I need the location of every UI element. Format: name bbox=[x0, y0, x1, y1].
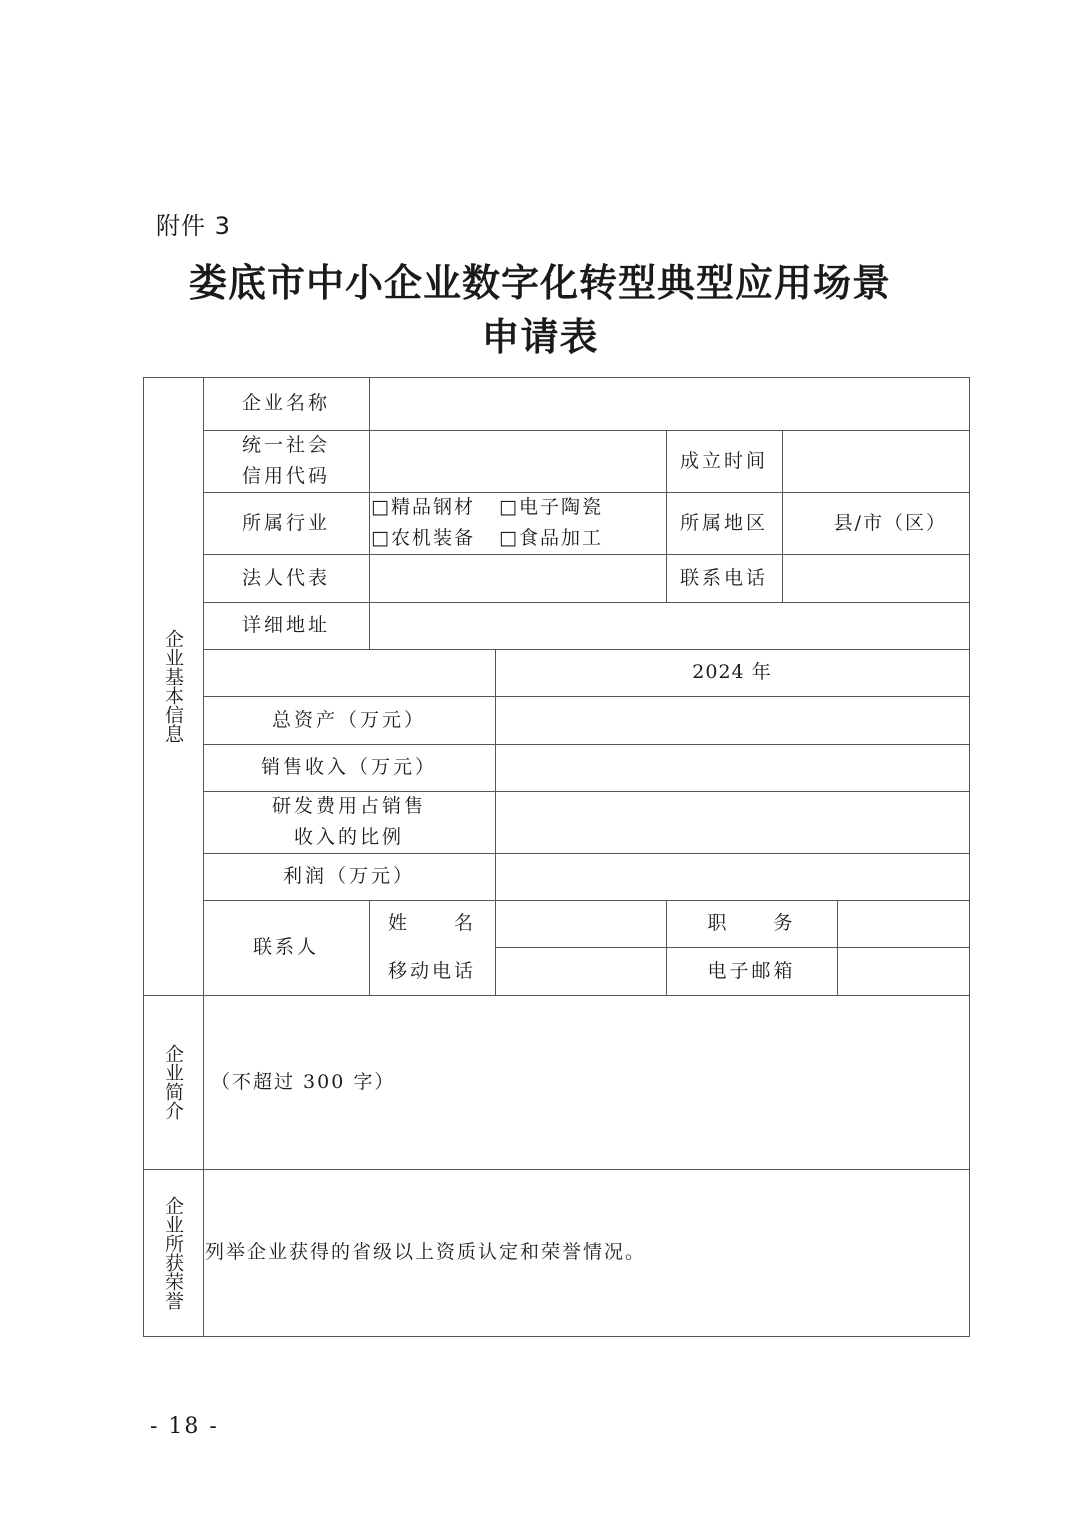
year-header: 2024 年 bbox=[692, 661, 772, 683]
honors-textarea[interactable] bbox=[203, 1169, 969, 1336]
section-basic-info: 企业基本信息 bbox=[162, 629, 184, 743]
page-number: - 18 - bbox=[150, 1414, 219, 1439]
industry-options bbox=[369, 492, 666, 554]
contact-mobile-label: 移动电话 bbox=[387, 959, 476, 982]
contact-name-label: 姓 名 bbox=[387, 912, 476, 934]
rd-ratio-input[interactable] bbox=[495, 791, 969, 853]
address-input[interactable] bbox=[369, 602, 969, 649]
legal-rep-input[interactable] bbox=[369, 554, 666, 602]
phone-label: 联系电话 bbox=[679, 566, 768, 589]
contact-title-label: 职 务 bbox=[707, 912, 796, 934]
section-intro: 企业简介 bbox=[162, 1044, 184, 1120]
contact-label: 联系人 bbox=[252, 936, 319, 958]
grid-line-horizontal bbox=[143, 1336, 970, 1337]
rd-ratio-label: 研发费用占销售 收入的比例 bbox=[271, 795, 426, 848]
grid-line-vertical bbox=[969, 377, 970, 1337]
section-honors: 企业所获荣誉 bbox=[162, 1195, 184, 1310]
established-label: 成立时间 bbox=[679, 449, 768, 472]
sales-revenue-input[interactable] bbox=[495, 744, 969, 791]
profit-label: 利润（万元） bbox=[282, 865, 415, 887]
contact-email-label: 电子邮箱 bbox=[707, 959, 796, 982]
total-assets-input[interactable] bbox=[495, 696, 969, 744]
industry-option-steel[interactable]: □精品钢材 bbox=[371, 496, 475, 518]
total-assets-label: 总资产（万元） bbox=[271, 708, 426, 731]
contact-mobile-input[interactable] bbox=[495, 947, 666, 995]
page-title: 娄底市中小企业数字化转型典型应用场景 bbox=[188, 260, 891, 305]
profit-input[interactable] bbox=[495, 853, 969, 900]
industry-option-ceramics[interactable]: □电子陶瓷 bbox=[499, 496, 603, 518]
established-input[interactable] bbox=[782, 430, 969, 492]
region-input[interactable]: 县/市（区） bbox=[833, 511, 947, 534]
contact-name-input[interactable] bbox=[495, 900, 666, 947]
sales-revenue-label: 销售收入（万元） bbox=[260, 756, 437, 778]
address-label: 详细地址 bbox=[241, 614, 330, 636]
honors-placeholder: 列举企业获得的省级以上资质认定和荣誉情况。 bbox=[205, 1241, 647, 1263]
attachment-label: 附件 3 bbox=[156, 212, 231, 240]
credit-code-label: 统一社会 信用代码 bbox=[241, 434, 330, 487]
company-name-label: 企业名称 bbox=[241, 392, 330, 414]
region-label: 所属地区 bbox=[679, 511, 768, 534]
industry-label: 所属行业 bbox=[241, 511, 330, 534]
page-subtitle: 申请表 bbox=[481, 314, 599, 359]
intro-textarea[interactable] bbox=[203, 995, 969, 1169]
industry-option-agri-machinery[interactable]: □农机装备 bbox=[371, 527, 475, 549]
company-name-input[interactable] bbox=[369, 377, 969, 430]
legal-rep-label: 法人代表 bbox=[241, 566, 330, 589]
credit-code-input[interactable] bbox=[369, 430, 666, 492]
contact-email-input[interactable] bbox=[837, 947, 969, 995]
contact-title-input[interactable] bbox=[837, 900, 969, 947]
intro-placeholder: （不超过 300 字） bbox=[211, 1071, 396, 1093]
phone-input[interactable] bbox=[782, 554, 969, 602]
industry-option-food[interactable]: □食品加工 bbox=[499, 527, 603, 549]
